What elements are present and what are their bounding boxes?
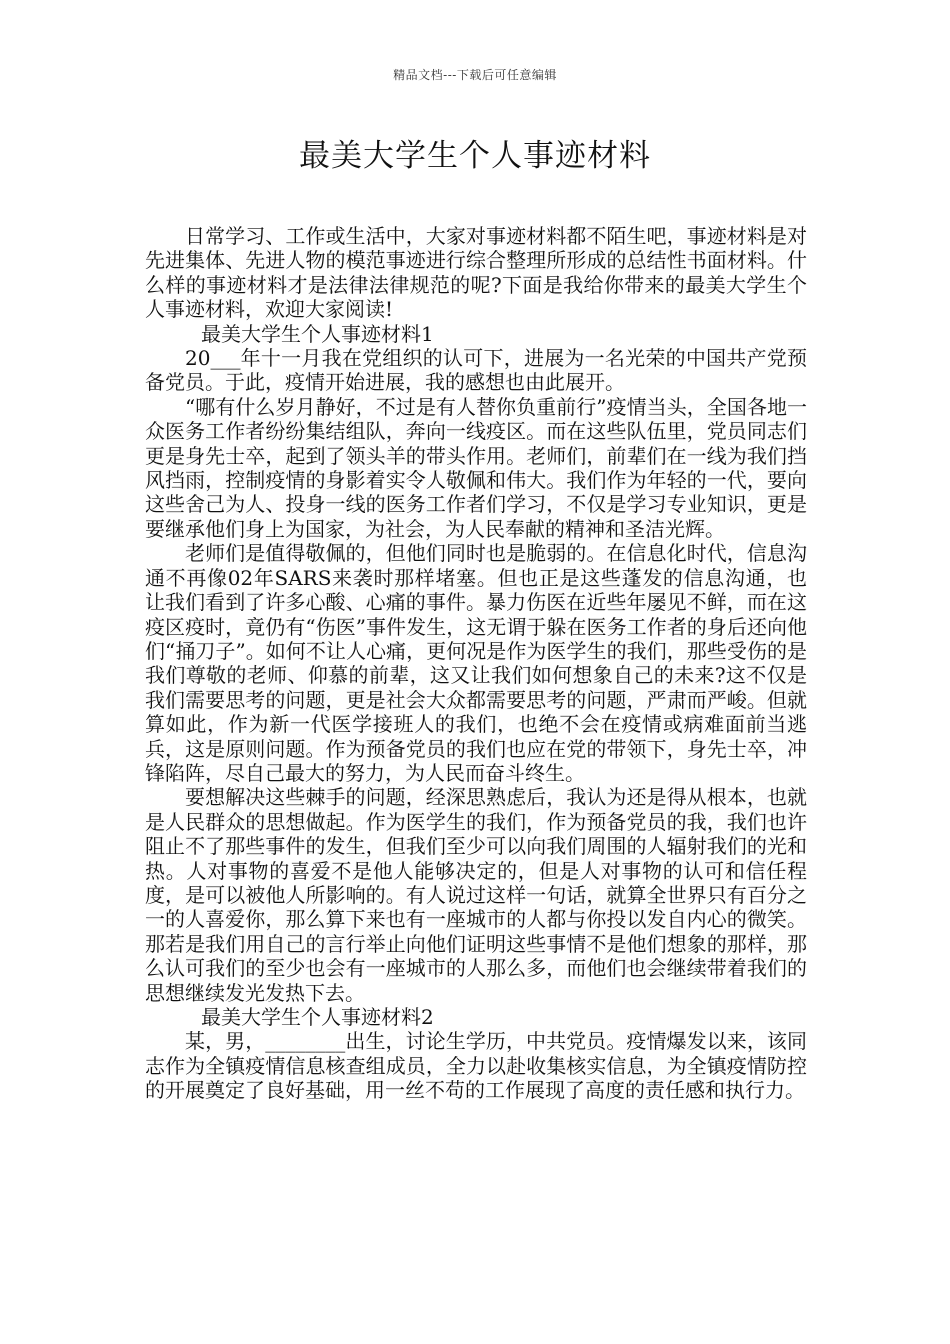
body-paragraph: 某，男，________出生，讨论生学历，中共党员。疫情爆发以来，该同志作为全镇疫情信息核查组成员，全力以赴收集核实信息，为全镇疫情防控的开展奠定了良好基础，用一丝不苟的工作展现了高度的责任感和执行力。 bbox=[145, 1029, 807, 1103]
document-body bbox=[145, 224, 807, 1103]
page-header-note: 精品文档---下载后可任意编辑 bbox=[393, 68, 557, 82]
section-heading-1: 最美大学生个人事迹材料1 bbox=[201, 321, 434, 346]
document-title: 最美大学生个人事迹材料 bbox=[299, 138, 651, 174]
section-heading-2: 最美大学生个人事迹材料2 bbox=[201, 1005, 434, 1029]
intro-paragraph: 日常学习、工作或生活中，大家对事迹材料都不陌生吧，事迹材料是对先进集体、先进人物的模范事迹进行综合整理所形成的总结性书面材料。什么样的事迹材料才是法律法律规范的呢?下面是我给你带来的最美大学生个人事迹材料，欢迎大家阅读! bbox=[145, 224, 807, 322]
body-paragraph: 老师们是值得敬佩的，但他们同时也是脆弱的。在信息化时代，信息沟通不再像02年SARS来袭时那样堵塞。但也正是这些蓬发的信息沟通，也让我们看到了许多心酸、心痛的事件。暴力伤医在近些年屡见不鲜，而在这疫区疫时，竟仍有“伤医”事件发生，这无谓于躲在医务工作者的身后还向他们“捅刀子”。如何不让人心痛，更何况是作为医学生的我们，那些受伤的是我们尊敬的老师、仰慕的前辈，这又让我们如何想象自己的未来?这不仅是我们需要思考的问题，更是社会大众都需要思考的问题，严肃而严峻。但就算如此，作为新一代医学接班人的我们，也绝不会在疫情或病难面前当逃兵，这是原则问题。作为预备党员的我们也应在党的带领下，身先士卒，冲锋陷阵，尽自己最大的努力，为人民而奋斗终生。 bbox=[145, 541, 807, 785]
body-paragraph: 20___年十一月我在党组织的认可下，进展为一名光荣的中国共产党预备党员。于此，疫情开始进展，我的感想也由此展开。 bbox=[145, 346, 807, 395]
body-paragraph: “哪有什么岁月静好，不过是有人替你负重前行”疫情当头，全国各地一众医务工作者纷纷集结组队，奔向一线疫区。而在这些队伍里，党员同志们更是身先士卒，起到了领头羊的带头作用。老师们，前辈们在一线为我们挡风挡雨，控制疫情的身影着实令人敬佩和伟大。我们作为年轻的一代，要向这些舍己为人、投身一线的医务工作者们学习，不仅是学习专业知识，更是要继承他们身上为国家，为社会，为人民奉献的精神和圣洁光辉。 bbox=[145, 394, 807, 541]
body-paragraph: 要想解决这些棘手的问题，经深思熟虑后，我认为还是得从根本，也就是人民群众的思想做起。作为医学生的我们，作为预备党员的我，我们也许阻止不了那些事件的发生，但我们至少可以向我们周围的人辐射我们的光和热。人对事物的喜爱不是他人能够决定的，但是人对事物的认可和信任程度，是可以被他人所影响的。有人说过这样一句话，就算全世界只有百分之一的人喜爱你，那么算下来也有一座城市的人都与你投以发自内心的微笑。那若是我们用自己的言行举止向他们证明这些事情不是他们想象的那样，那么认可我们的至少也会有一座城市的人那么多，而他们也会继续带着我们的思想继续发光发热下去。 bbox=[145, 785, 807, 1005]
